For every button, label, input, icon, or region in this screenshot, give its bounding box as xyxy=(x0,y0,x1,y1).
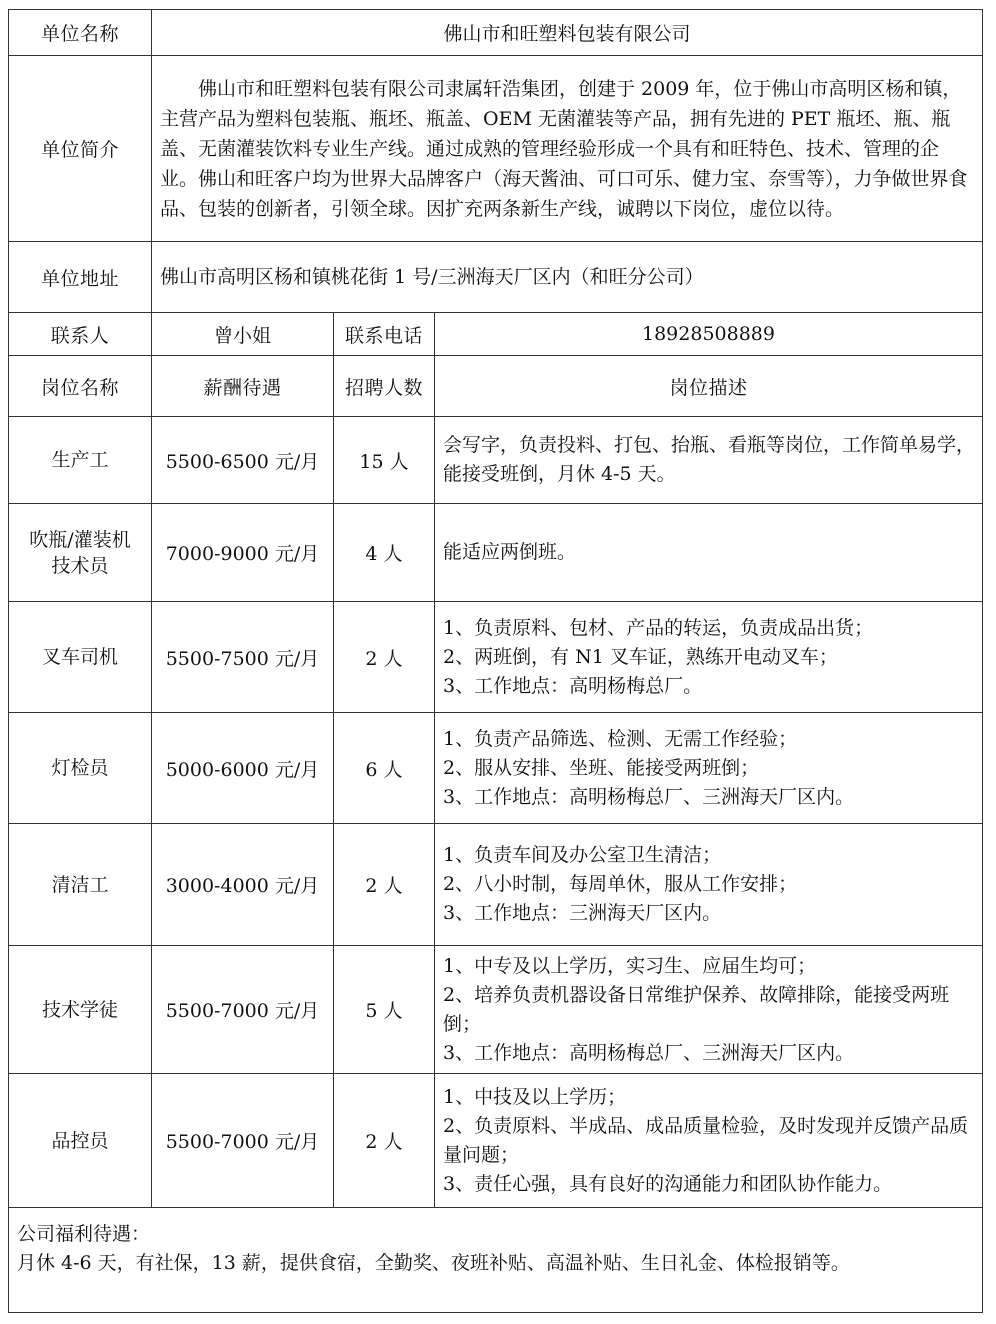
company-address: 佛山市高明区杨和镇桃花街 1 号/三洲海天厂区内（和旺分公司） xyxy=(152,242,983,313)
benefits-row xyxy=(9,1208,983,1313)
job-title-line: 清洁工 xyxy=(51,873,109,896)
job-title xyxy=(9,602,152,713)
job-count: 5 人 xyxy=(334,946,435,1074)
company-intro-label: 单位简介 xyxy=(9,56,152,242)
header-description: 岗位描述 xyxy=(435,356,983,417)
job-description-line: 会写字，负责投料、打包、抬瓶、看瓶等岗位，工作简单易学，能接受班倒，月休 4-5 天。 xyxy=(443,434,976,485)
contact-phone[interactable]: 18928508889 xyxy=(435,313,983,356)
job-title xyxy=(9,713,152,824)
header-count: 招聘人数 xyxy=(334,356,435,417)
benefits-cell xyxy=(9,1208,983,1313)
job-title-line: 生产工 xyxy=(51,449,109,471)
job-title-line: 灯检员 xyxy=(51,757,109,779)
job-salary: 5500-7500 元/月 xyxy=(152,602,334,713)
contact-row xyxy=(9,313,983,356)
job-title-line: 品控员 xyxy=(51,1129,109,1152)
recruitment-table xyxy=(8,9,983,1313)
job-salary: 5500-7000 元/月 xyxy=(152,946,334,1074)
company-intro: 佛山市和旺塑料包装有限公司隶属轩浩集团，创建于 2009 年，位于佛山市高明区杨和镇，主营产品为塑料包装瓶、瓶坯、瓶盖、OEM 无菌灌装等产品，拥有先进的 PET 瓶坯、瓶、瓶盖、无菌灌装饮料专业生产线。通过成熟的管理经验形成一个具有和旺特色、技术、管理的企业。佛山和旺客户均为世界大品牌客户（海天酱油、可口可乐、健力宝、奈雪等），力争做世界食品、包装的创新者，引领全球。因扩充两条新生产线，诚聘以下岗位，虚位以待。 xyxy=(152,56,983,242)
job-title-line: 技术学徒 xyxy=(41,998,118,1021)
job-row xyxy=(9,417,983,504)
company-address-row xyxy=(9,242,983,313)
job-description xyxy=(435,602,983,713)
contact-phone-label: 联系电话 xyxy=(334,313,435,356)
job-title xyxy=(9,417,152,504)
job-description-line: 1、负责产品筛选、检测、无需工作经验； xyxy=(443,727,798,750)
job-description xyxy=(435,824,983,946)
job-row xyxy=(9,824,983,946)
job-description-line: 3、工作地点：三洲海天厂区内。 xyxy=(443,902,722,924)
job-row xyxy=(9,504,983,602)
header-position: 岗位名称 xyxy=(9,356,152,417)
company-name-label: 单位名称 xyxy=(9,10,152,56)
job-description-line: 1、负责原料、包材、产品的转运，负责成品出货； xyxy=(443,616,874,639)
benefits-text: 月休 4-6 天，有社保，13 薪，提供食宿，全勤奖、夜班补贴、高温补贴、生日礼金、体检报销等。 xyxy=(17,1252,850,1274)
job-description-line: 2、八小时制，每周单休，服从工作安排； xyxy=(443,873,798,895)
job-row xyxy=(9,602,983,713)
job-count: 15 人 xyxy=(334,417,435,504)
company-name: 佛山市和旺塑料包装有限公司 xyxy=(152,10,983,56)
job-description-line: 2、服从安排、坐班、能接受两班倒； xyxy=(443,756,760,779)
job-title-line: 吹瓶/灌装机 xyxy=(29,528,131,551)
job-title-line: 叉车司机 xyxy=(41,646,118,668)
job-description xyxy=(435,946,983,1074)
job-count: 4 人 xyxy=(334,504,435,602)
job-salary: 5000-6000 元/月 xyxy=(152,713,334,824)
job-count: 2 人 xyxy=(334,1074,435,1208)
job-salary: 3000-4000 元/月 xyxy=(152,824,334,946)
job-description-line: 3、工作地点：高明杨梅总厂、三洲海天厂区内。 xyxy=(443,1041,855,1064)
job-title-line: 技术员 xyxy=(51,554,109,577)
job-row xyxy=(9,946,983,1074)
contact-person-label: 联系人 xyxy=(9,313,152,356)
job-description xyxy=(435,417,983,504)
company-address-label: 单位地址 xyxy=(9,242,152,313)
job-description-line: 能适应两倒班。 xyxy=(443,541,577,563)
contact-person: 曾小姐 xyxy=(152,313,334,356)
job-title xyxy=(9,1074,152,1208)
job-description-line: 3、责任心强，具有良好的沟通能力和团队协作能力。 xyxy=(443,1172,893,1195)
job-row xyxy=(9,1074,983,1208)
job-count: 2 人 xyxy=(334,824,435,946)
job-description-line: 2、培养负责机器设备日常维护保养、故障排除，能接受两班倒； xyxy=(443,983,950,1035)
job-description-line: 1、负责车间及办公室卫生清洁； xyxy=(443,844,722,866)
job-description-line: 1、中技及以上学历； xyxy=(443,1085,627,1108)
job-row xyxy=(9,713,983,824)
job-title xyxy=(9,946,152,1074)
company-name-row xyxy=(9,10,983,56)
company-intro-row xyxy=(9,56,983,242)
job-description-line: 2、负责原料、半成品、成品质量检验，及时发现并反馈产品质量问题； xyxy=(443,1114,969,1166)
recruitment-sheet xyxy=(8,9,982,1313)
job-title xyxy=(9,824,152,946)
job-salary: 5500-7000 元/月 xyxy=(152,1074,334,1208)
job-description-line: 1、中专及以上学历，实习生、应届生均可； xyxy=(443,954,817,977)
job-description xyxy=(435,504,983,602)
job-description xyxy=(435,713,983,824)
job-title xyxy=(9,504,152,602)
job-count: 6 人 xyxy=(334,713,435,824)
job-description xyxy=(435,1074,983,1208)
job-count: 2 人 xyxy=(334,602,435,713)
job-description-line: 3、工作地点：高明杨梅总厂。 xyxy=(443,674,703,697)
job-salary: 7000-9000 元/月 xyxy=(152,504,334,602)
header-salary: 薪酬待遇 xyxy=(152,356,334,417)
table-header-row xyxy=(9,356,983,417)
benefits-label: 公司福利待遇： xyxy=(17,1223,151,1245)
job-salary: 5500-6500 元/月 xyxy=(152,417,334,504)
job-description-line: 3、工作地点：高明杨梅总厂、三洲海天厂区内。 xyxy=(443,785,855,808)
job-description-line: 2、两班倒，有 N1 叉车证，熟练开电动叉车； xyxy=(443,645,838,668)
